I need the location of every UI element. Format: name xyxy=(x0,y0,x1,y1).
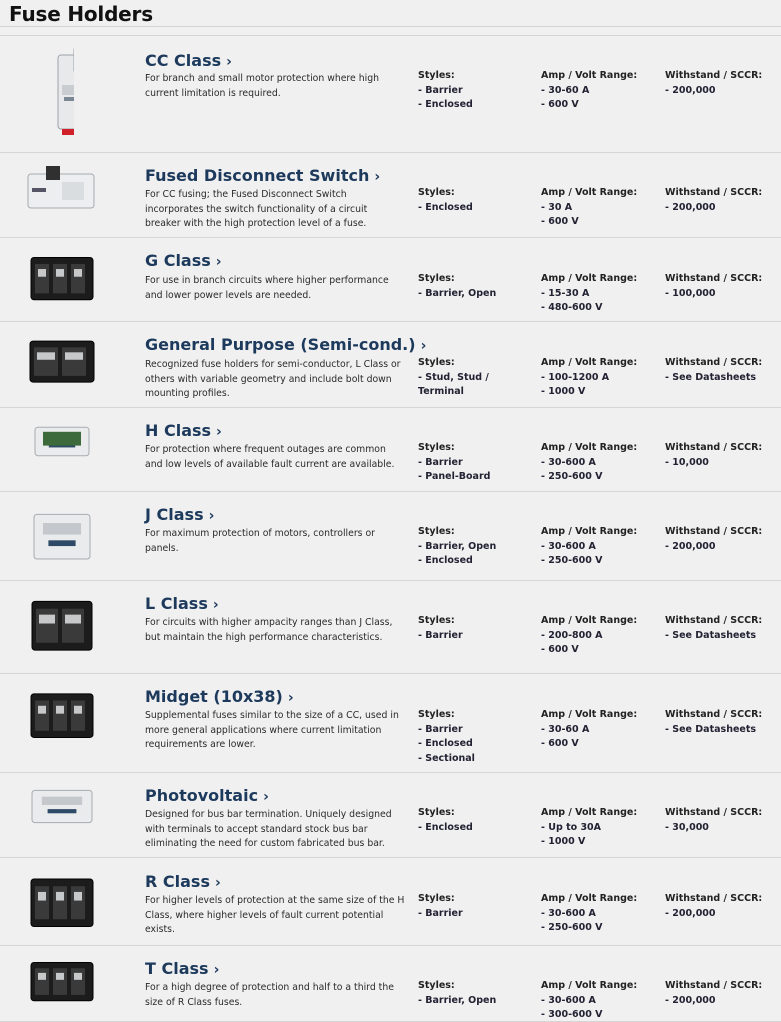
product-title-link[interactable] xyxy=(145,959,219,978)
withstand-column xyxy=(665,525,781,554)
withstand-value: - 100,000 xyxy=(665,287,716,299)
amp-volt-column xyxy=(541,186,661,230)
product-description: For a high degree of protection and half to a third the size of R Class fuses. xyxy=(145,982,394,1008)
chevron-right-icon: › xyxy=(208,508,215,524)
withstand-column xyxy=(665,272,781,301)
amp-volt-value: - 300-600 V xyxy=(541,1009,603,1020)
product-description: For CC fusing; the Fused Disconnect Switch incorporates the switch functionality of a circuit breaker with the high protection level of a fuse. xyxy=(145,189,368,230)
withstand-value: - 200,000 xyxy=(665,994,716,1006)
product-row xyxy=(0,492,781,581)
amp-volt-value: - 15-30 A xyxy=(541,287,590,299)
product-description: Designed for bus bar termination. Uniquely designed with terminals to accept standard stock bus bar eliminating the need for custom fabricated bus bar. xyxy=(145,809,392,850)
product-row xyxy=(0,946,781,1022)
amp-volt-column xyxy=(541,69,661,113)
chevron-right-icon: › xyxy=(213,962,220,978)
withstand-column xyxy=(665,806,781,835)
product-title-link[interactable] xyxy=(145,687,294,706)
withstand-column xyxy=(665,979,781,1008)
amp-volt-label: Amp / Volt Range: xyxy=(541,893,638,904)
withstand-label: Withstand / SCCR: xyxy=(665,187,763,198)
styles-value: - Barrier xyxy=(418,456,463,468)
product-title: General Purpose (Semi-cond.) xyxy=(145,335,416,354)
withstand-value: - 200,000 xyxy=(665,84,716,96)
product-row xyxy=(0,581,781,674)
styles-label: Styles: xyxy=(418,442,455,453)
amp-volt-value: - 250-600 V xyxy=(541,555,603,566)
amp-volt-column xyxy=(541,979,661,1022)
product-title: R Class xyxy=(145,872,210,891)
page-header xyxy=(0,0,781,27)
withstand-column xyxy=(665,69,781,98)
product-title: L Class xyxy=(145,594,208,613)
product-description: For circuits with higher ampacity ranges than J Class, but maintain the high performance characteristics. xyxy=(145,617,393,643)
product-title: CC Class xyxy=(145,51,222,70)
styles-label: Styles: xyxy=(418,357,455,368)
product-description: For use in branch circuits where higher performance and lower power levels are needed. xyxy=(145,275,389,301)
withstand-column xyxy=(665,614,781,643)
styles-column xyxy=(418,806,538,835)
midget-fuse-holder-icon[interactable] xyxy=(27,682,107,748)
product-title: Photovoltaic xyxy=(145,786,259,805)
styles-column xyxy=(418,525,538,569)
product-title: J Class xyxy=(145,505,204,524)
amp-volt-value: - 30 A xyxy=(541,201,573,213)
product-description: Supplemental fuses similar to the size of a CC, used in more general applications where current limitation requirements are lower. xyxy=(145,710,399,751)
styles-value: - Barrier xyxy=(418,723,463,735)
amp-volt-label: Amp / Volt Range: xyxy=(541,187,638,198)
amp-volt-column xyxy=(541,892,661,936)
product-title-link[interactable] xyxy=(145,872,221,891)
withstand-column xyxy=(665,356,781,385)
product-title: Midget (10x38) xyxy=(145,687,283,706)
chevron-right-icon: › xyxy=(215,254,222,270)
withstand-label: Withstand / SCCR: xyxy=(665,357,763,368)
withstand-label: Withstand / SCCR: xyxy=(665,709,763,720)
product-title-link[interactable] xyxy=(145,505,214,524)
amp-volt-value: - 30-600 A xyxy=(541,994,596,1006)
withstand-label: Withstand / SCCR: xyxy=(665,615,763,626)
r-class-fuse-holder-icon[interactable] xyxy=(27,866,107,938)
withstand-column xyxy=(665,441,781,470)
withstand-label: Withstand / SCCR: xyxy=(665,526,763,537)
styles-value: - Enclosed xyxy=(418,555,473,566)
withstand-column xyxy=(665,708,781,737)
amp-volt-column xyxy=(541,806,661,850)
withstand-label: Withstand / SCCR: xyxy=(665,70,763,81)
styles-value: - Enclosed xyxy=(418,201,473,213)
chevron-right-icon: › xyxy=(263,789,269,805)
amp-volt-value: - 480-600 V xyxy=(541,302,603,313)
page-title: Fuse Holders xyxy=(9,2,153,26)
chevron-right-icon: › xyxy=(214,875,221,891)
amp-volt-column xyxy=(541,441,661,485)
cc-class-fuse-holder-icon[interactable] xyxy=(50,47,130,143)
amp-volt-column xyxy=(541,525,661,569)
styles-label: Styles: xyxy=(418,526,455,537)
styles-label: Styles: xyxy=(418,273,455,284)
chevron-right-icon: › xyxy=(226,54,232,70)
product-title: Fused Disconnect Switch xyxy=(145,166,370,185)
product-title-link[interactable] xyxy=(145,786,269,805)
styles-label: Styles: xyxy=(418,709,455,720)
styles-value: - Barrier, Open xyxy=(418,994,497,1006)
amp-volt-label: Amp / Volt Range: xyxy=(541,526,638,537)
product-title: G Class xyxy=(145,251,211,270)
product-row xyxy=(0,408,781,492)
withstand-value: - 30,000 xyxy=(665,821,709,833)
styles-value: - Sectional xyxy=(418,752,475,764)
amp-volt-value: - 250-600 V xyxy=(541,922,603,933)
withstand-column xyxy=(665,892,781,921)
styles-label: Styles: xyxy=(418,70,455,81)
amp-volt-label: Amp / Volt Range: xyxy=(541,615,638,626)
j-class-fuse-holder-icon[interactable] xyxy=(28,500,108,572)
product-row xyxy=(0,674,781,773)
l-class-fuse-holder-icon[interactable] xyxy=(28,588,108,662)
styles-column xyxy=(418,272,538,301)
amp-volt-column xyxy=(541,272,661,316)
amp-volt-column xyxy=(541,614,661,658)
styles-value: - Enclosed xyxy=(418,99,473,110)
styles-column xyxy=(418,441,538,485)
product-description: For maximum protection of motors, controllers or panels. xyxy=(145,528,375,554)
withstand-value: - 200,000 xyxy=(665,540,716,552)
product-title-link[interactable] xyxy=(145,335,426,354)
product-row xyxy=(0,858,781,946)
withstand-label: Withstand / SCCR: xyxy=(665,980,763,991)
product-row xyxy=(0,773,781,858)
withstand-label: Withstand / SCCR: xyxy=(665,442,763,453)
withstand-label: Withstand / SCCR: xyxy=(665,807,763,818)
amp-volt-value: - 30-60 A xyxy=(541,723,590,735)
g-class-fuse-holder-icon[interactable] xyxy=(27,246,107,310)
withstand-value: - 200,000 xyxy=(665,201,716,213)
amp-volt-label: Amp / Volt Range: xyxy=(541,442,638,453)
product-title-link[interactable] xyxy=(145,51,232,70)
styles-column xyxy=(418,69,538,113)
styles-value: - Barrier xyxy=(418,84,463,96)
withstand-label: Withstand / SCCR: xyxy=(665,273,763,284)
amp-volt-label: Amp / Volt Range: xyxy=(541,70,638,81)
amp-volt-value: - 30-600 A xyxy=(541,540,596,552)
amp-volt-value: - 30-600 A xyxy=(541,456,596,468)
amp-volt-value: - Up to 30A xyxy=(541,821,602,833)
styles-label: Styles: xyxy=(418,893,455,904)
product-description: For branch and small motor protection where high current limitation is required. xyxy=(145,73,379,99)
product-description: Recognized fuse holders for semi-conductor, L Class or others with variable geometry and include bolt down mounting profiles. xyxy=(145,359,401,400)
fused-disconnect-switch-icon[interactable] xyxy=(22,162,102,216)
amp-volt-label: Amp / Volt Range: xyxy=(541,357,638,368)
amp-volt-value: - 200-800 A xyxy=(541,629,603,641)
amp-volt-label: Amp / Volt Range: xyxy=(541,807,638,818)
styles-label: Styles: xyxy=(418,615,455,626)
amp-volt-column xyxy=(541,356,661,400)
styles-column xyxy=(418,892,538,921)
product-description: For protection where frequent outages are common and low levels of available fault current are available. xyxy=(145,444,395,470)
styles-value: - Enclosed xyxy=(418,821,473,833)
styles-value: - Barrier, Open xyxy=(418,287,497,299)
header-divider xyxy=(0,27,781,36)
withstand-label: Withstand / SCCR: xyxy=(665,893,763,904)
withstand-value: - 200,000 xyxy=(665,907,716,919)
styles-column xyxy=(418,614,538,643)
chevron-right-icon: › xyxy=(287,690,294,706)
chevron-right-icon: › xyxy=(374,169,381,185)
styles-value: - Enclosed xyxy=(418,738,473,749)
styles-value: - Barrier xyxy=(418,907,463,919)
amp-volt-value: - 600 V xyxy=(541,99,579,110)
styles-label: Styles: xyxy=(418,807,455,818)
photovoltaic-fuse-holder-icon[interactable] xyxy=(26,780,106,832)
product-title-link[interactable] xyxy=(145,421,222,440)
product-title-link[interactable] xyxy=(145,166,380,185)
styles-column xyxy=(418,356,538,400)
amp-volt-value: - 30-600 A xyxy=(541,907,596,919)
general-purpose-fuse-holder-icon[interactable] xyxy=(26,330,106,392)
withstand-value: - 10,000 xyxy=(665,456,709,468)
product-title-link[interactable] xyxy=(145,594,219,613)
product-title-link[interactable] xyxy=(145,251,222,270)
amp-volt-label: Amp / Volt Range: xyxy=(541,980,638,991)
styles-label: Styles: xyxy=(418,187,455,198)
h-class-fuse-holder-icon[interactable] xyxy=(29,418,109,464)
amp-volt-column xyxy=(541,708,661,752)
amp-volt-value: - 1000 V xyxy=(541,836,586,847)
chevron-right-icon: › xyxy=(212,597,219,613)
amp-volt-value: - 600 V xyxy=(541,738,579,749)
withstand-value: - See Datasheets xyxy=(665,629,757,641)
product-title: H Class xyxy=(145,421,212,440)
chevron-right-icon: › xyxy=(420,338,427,354)
withstand-value: - See Datasheets xyxy=(665,371,757,383)
product-row xyxy=(0,322,781,408)
product-row xyxy=(0,238,781,322)
amp-volt-value: - 30-60 A xyxy=(541,84,590,96)
product-description: For higher levels of protection at the same size of the H Class, where higher levels of fault current potential exists. xyxy=(145,895,405,936)
product-row xyxy=(0,37,781,153)
t-class-fuse-holder-icon[interactable] xyxy=(27,952,107,1010)
withstand-value: - See Datasheets xyxy=(665,723,757,735)
styles-value: - Barrier, Open xyxy=(418,540,497,552)
amp-volt-value: - 100-1200 A xyxy=(541,371,610,383)
styles-value: - Barrier xyxy=(418,629,463,641)
styles-label: Styles: xyxy=(418,980,455,991)
withstand-column xyxy=(665,186,781,215)
amp-volt-value: - 1000 V xyxy=(541,386,586,397)
amp-volt-value: - 600 V xyxy=(541,216,579,227)
amp-volt-label: Amp / Volt Range: xyxy=(541,709,638,720)
product-row xyxy=(0,153,781,238)
styles-value: - Stud, Stud / Terminal xyxy=(418,371,489,397)
styles-column xyxy=(418,708,538,766)
styles-value: - Panel-Board xyxy=(418,471,491,482)
amp-volt-label: Amp / Volt Range: xyxy=(541,273,638,284)
styles-column xyxy=(418,186,538,215)
amp-volt-value: - 600 V xyxy=(541,644,579,655)
styles-column xyxy=(418,979,538,1008)
chevron-right-icon: › xyxy=(216,424,222,440)
product-title: T Class xyxy=(145,959,209,978)
amp-volt-value: - 250-600 V xyxy=(541,471,603,482)
